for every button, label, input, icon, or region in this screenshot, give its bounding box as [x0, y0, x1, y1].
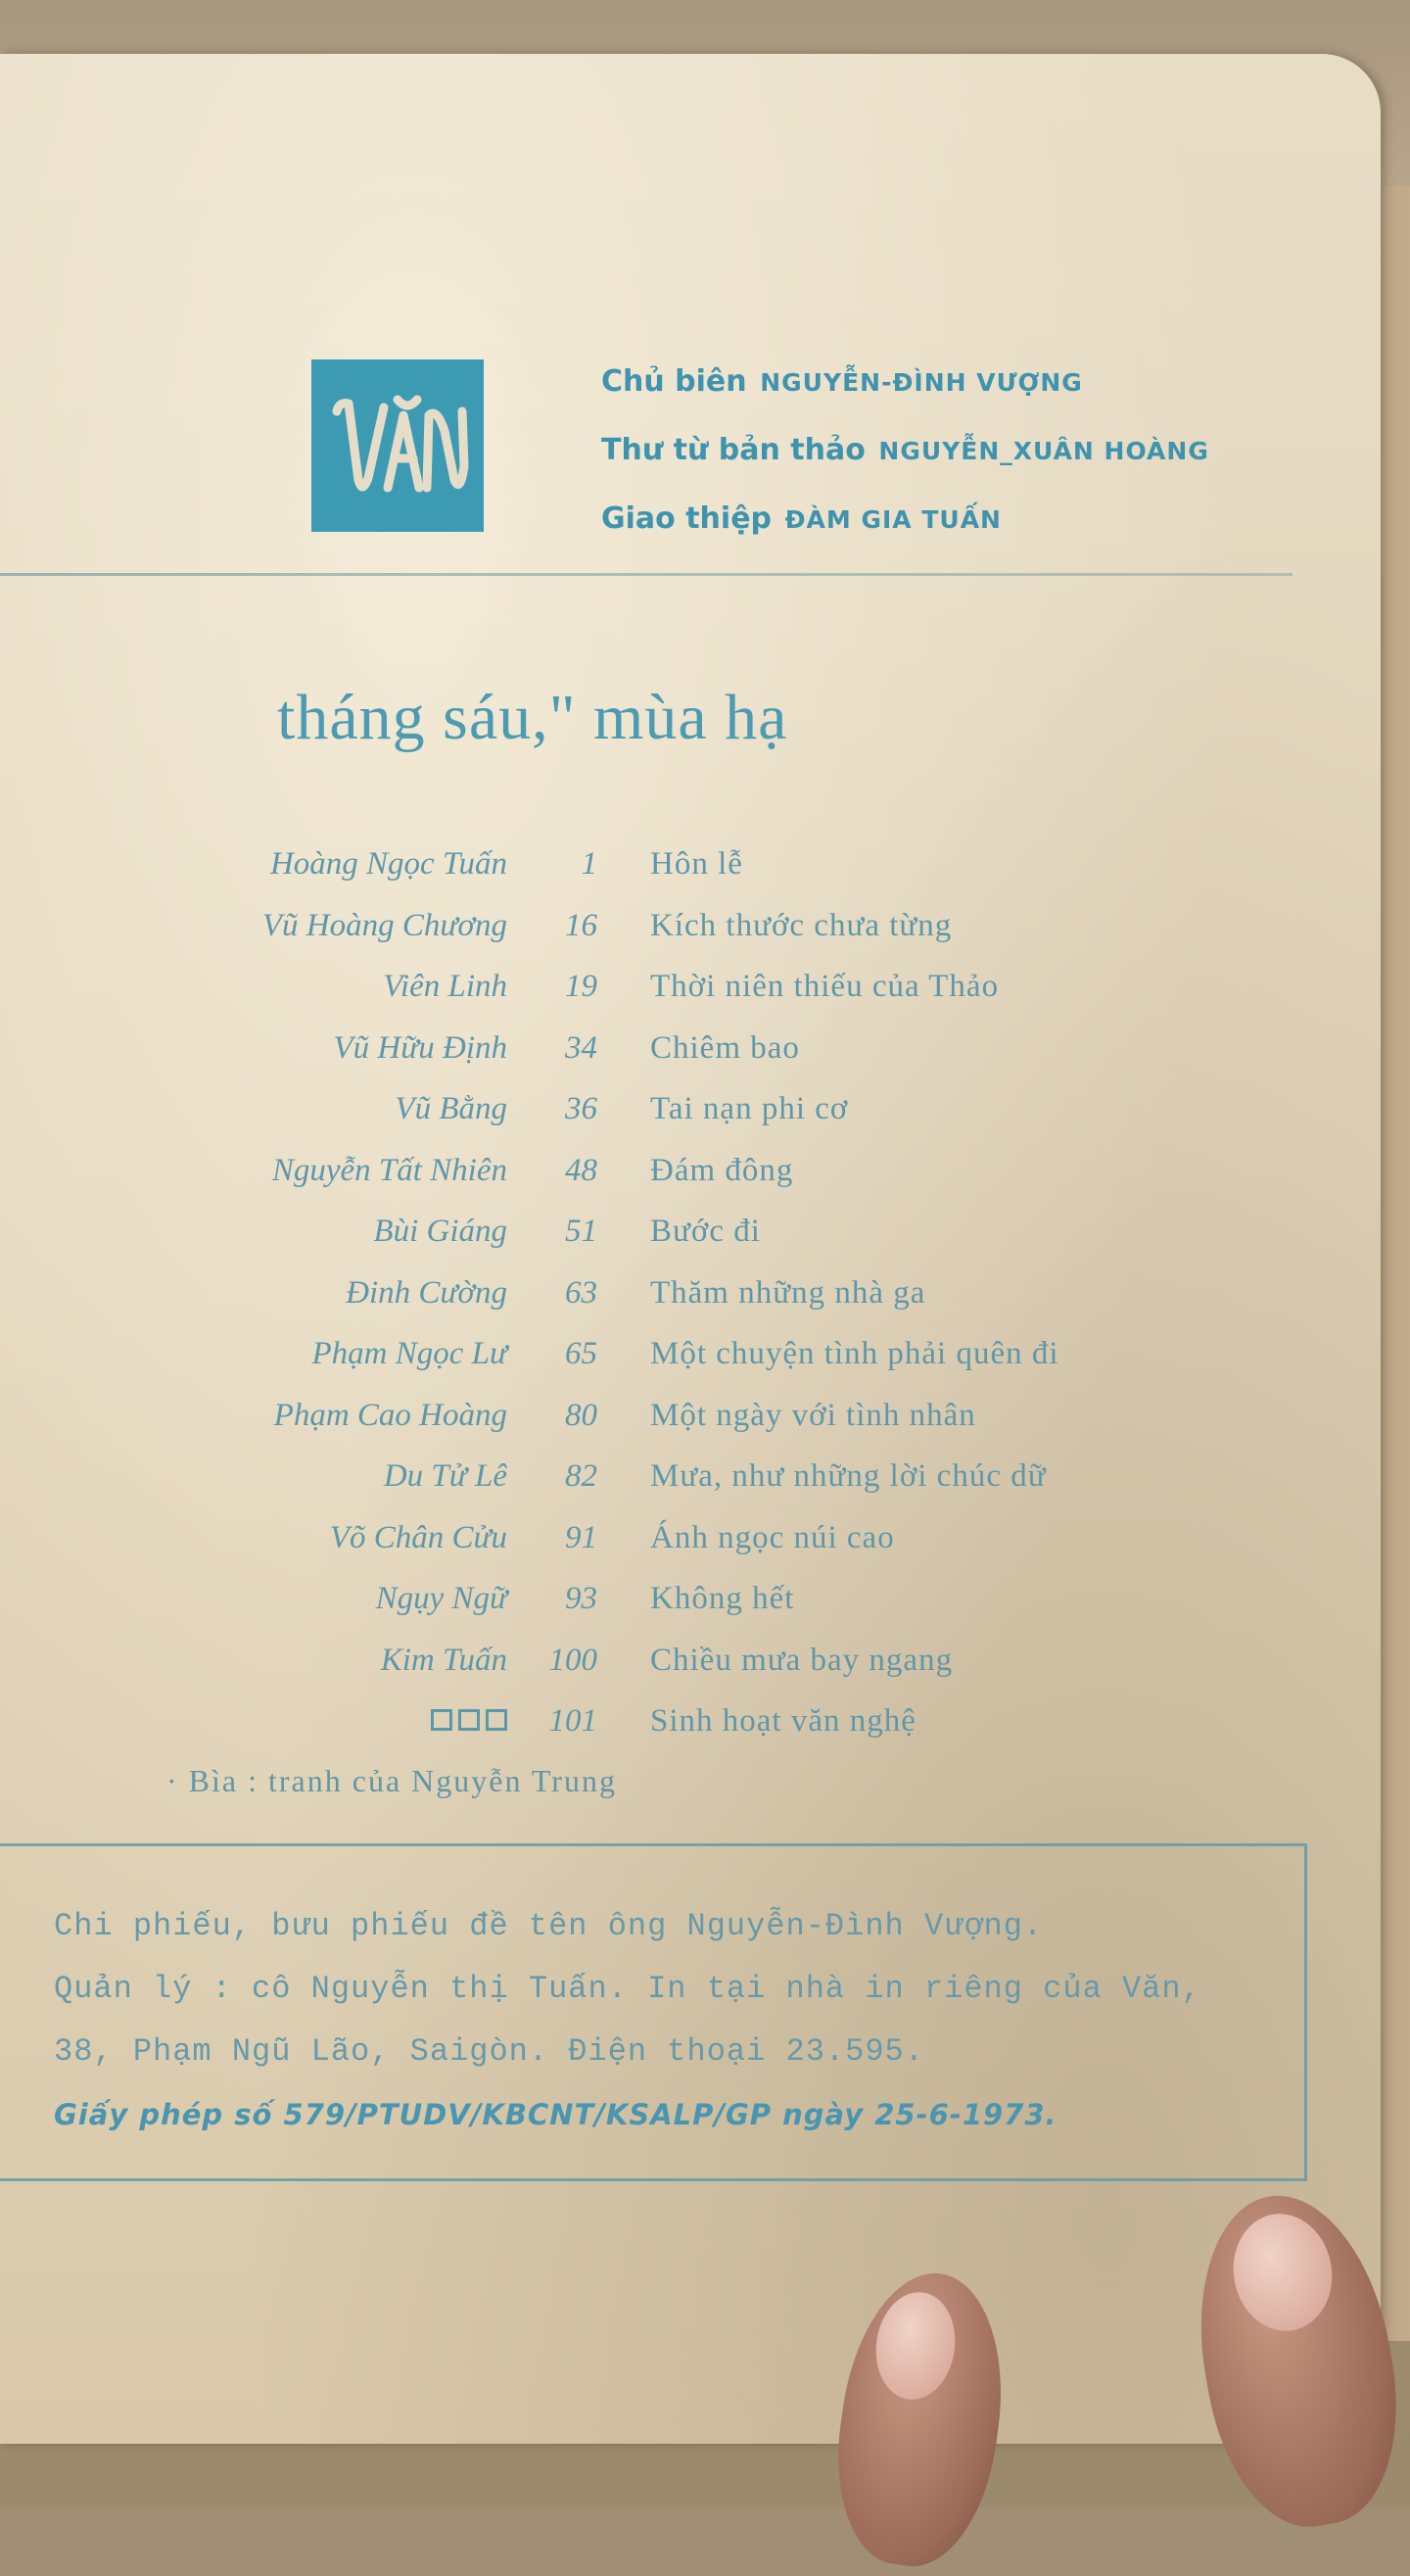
manuscripts-line — [601, 416, 1209, 485]
toc-author: Võ Chân Cửu — [329, 1519, 507, 1555]
toc-author: Vũ Bằng — [395, 1091, 507, 1126]
toc-title: Một ngày với tình nhân — [650, 1397, 976, 1433]
toc-author: Kim Tuấn — [380, 1642, 507, 1678]
toc-row — [0, 834, 1381, 895]
fold-line — [0, 573, 1292, 576]
manuscripts-label: Thư từ bản thảo — [601, 433, 866, 467]
toc-row — [0, 1201, 1381, 1263]
toc-title: Chiêm bao — [650, 1029, 800, 1066]
toc-row — [0, 956, 1381, 1018]
toc-row — [0, 1385, 1381, 1447]
toc-row — [0, 1263, 1381, 1324]
toc-author: Vũ Hoàng Chương — [261, 907, 507, 943]
toc-title: Hôn lễ — [650, 846, 743, 882]
toc-author: Viên Linh — [383, 969, 507, 1004]
cover-credit-text: Bìa : tranh của Nguyễn Trung — [188, 1763, 617, 1798]
toc-title: Một chuyện tình phải quên đi — [650, 1336, 1059, 1371]
bullet-dot: · — [166, 1763, 189, 1798]
toc-title: Thời niên thiếu của Thảo — [650, 969, 1000, 1004]
toc-author: Ngụy Ngữ — [375, 1581, 507, 1616]
toc-row — [0, 1568, 1381, 1630]
toc-row — [0, 895, 1381, 957]
toc-title: Thăm những nhà ga — [650, 1274, 926, 1311]
relations-line — [601, 485, 1209, 553]
toc-row — [0, 1078, 1381, 1140]
toc-title: Mưa, như những lời chúc dữ — [650, 1458, 1047, 1494]
info-line-license: Giấy phép số 579/PTUDV/KBCNT/KSALP/GP ngày 25-6-1973. — [54, 2098, 1058, 2131]
toc-row — [0, 1446, 1381, 1507]
van-logo-icon — [319, 372, 476, 519]
masthead — [601, 348, 1209, 553]
publication-info-box — [0, 1843, 1307, 2181]
van-logo — [311, 359, 484, 532]
three-squares-icon — [431, 1709, 507, 1731]
relations-name: ĐÀM GIA TUẤN — [784, 505, 1002, 534]
toc-title: Ánh ngọc núi cao — [650, 1519, 895, 1555]
toc-row — [0, 1630, 1381, 1692]
toc-author: Du Tử Lê — [383, 1458, 507, 1494]
toc-author: Vũ Hữu Định — [333, 1029, 507, 1066]
toc-page-number: 19 — [565, 969, 597, 1004]
toc-page-number: 63 — [565, 1274, 597, 1311]
toc-page-number: 36 — [565, 1091, 597, 1126]
toc-row — [0, 1140, 1381, 1202]
toc-page-number: 82 — [565, 1458, 597, 1494]
toc-page-number: 34 — [565, 1029, 597, 1066]
editor-line — [601, 348, 1209, 416]
toc-author: Bùi Giáng — [373, 1214, 507, 1249]
editor-label: Chủ biên — [601, 364, 747, 399]
toc-row — [0, 1691, 1381, 1752]
toc-author: Phạm Ngọc Lư — [311, 1336, 507, 1371]
toc-page-number: 80 — [565, 1397, 597, 1433]
toc-page-number: 65 — [565, 1336, 597, 1371]
toc-author: Đinh Cường — [346, 1274, 507, 1311]
publication-info — [54, 1895, 1201, 2146]
toc-row — [0, 1323, 1381, 1385]
toc-title: Kích thước chưa từng — [650, 907, 953, 943]
toc-page-number: 51 — [565, 1214, 597, 1249]
magazine-page — [0, 54, 1381, 2444]
toc-title: Đám đông — [650, 1152, 794, 1188]
toc-page-number: 91 — [565, 1519, 597, 1555]
info-line-address: 38, Phạm Ngũ Lão, Saigòn. Điện thoại 23.595. — [54, 2033, 924, 2070]
toc-title: Sinh hoạt văn nghệ — [650, 1703, 916, 1739]
toc-author: Hoàng Ngọc Tuấn — [269, 846, 507, 882]
table-of-contents — [0, 834, 1381, 1752]
cover-credit — [166, 1763, 617, 1799]
toc-title: Không hết — [650, 1581, 795, 1616]
toc-row — [0, 1507, 1381, 1569]
manuscripts-name: NGUYỄN_XUÂN HOÀNG — [878, 437, 1209, 465]
toc-row — [0, 1018, 1381, 1079]
relations-label: Giao thiệp — [601, 501, 773, 536]
info-line-manager: Quản lý : cô Nguyễn thị Tuấn. In tại nhà in riêng của Văn, — [54, 1971, 1201, 2007]
toc-title: Chiều mưa bay ngang — [650, 1642, 954, 1678]
toc-author: Nguyễn Tất Nhiên — [271, 1152, 507, 1188]
toc-page-number: 48 — [565, 1152, 597, 1188]
toc-title: Tai nạn phi cơ — [650, 1091, 849, 1126]
toc-page-number: 16 — [565, 907, 597, 943]
toc-author: Phạm Cao Hoàng — [273, 1397, 507, 1433]
info-line-payment: Chi phiếu, bưu phiếu đề tên ông Nguyễn-Đình Vượng. — [54, 1908, 1044, 1944]
toc-page-number: 93 — [565, 1581, 597, 1616]
toc-title: Bước đi — [650, 1214, 761, 1249]
toc-page-number: 100 — [548, 1642, 597, 1678]
issue-title: tháng sáu," mùa hạ — [277, 682, 788, 753]
toc-page-number: 1 — [581, 846, 597, 882]
editor-name: NGUYỄN-ĐÌNH VƯỢNG — [760, 368, 1083, 397]
toc-page-number: 101 — [548, 1703, 597, 1739]
